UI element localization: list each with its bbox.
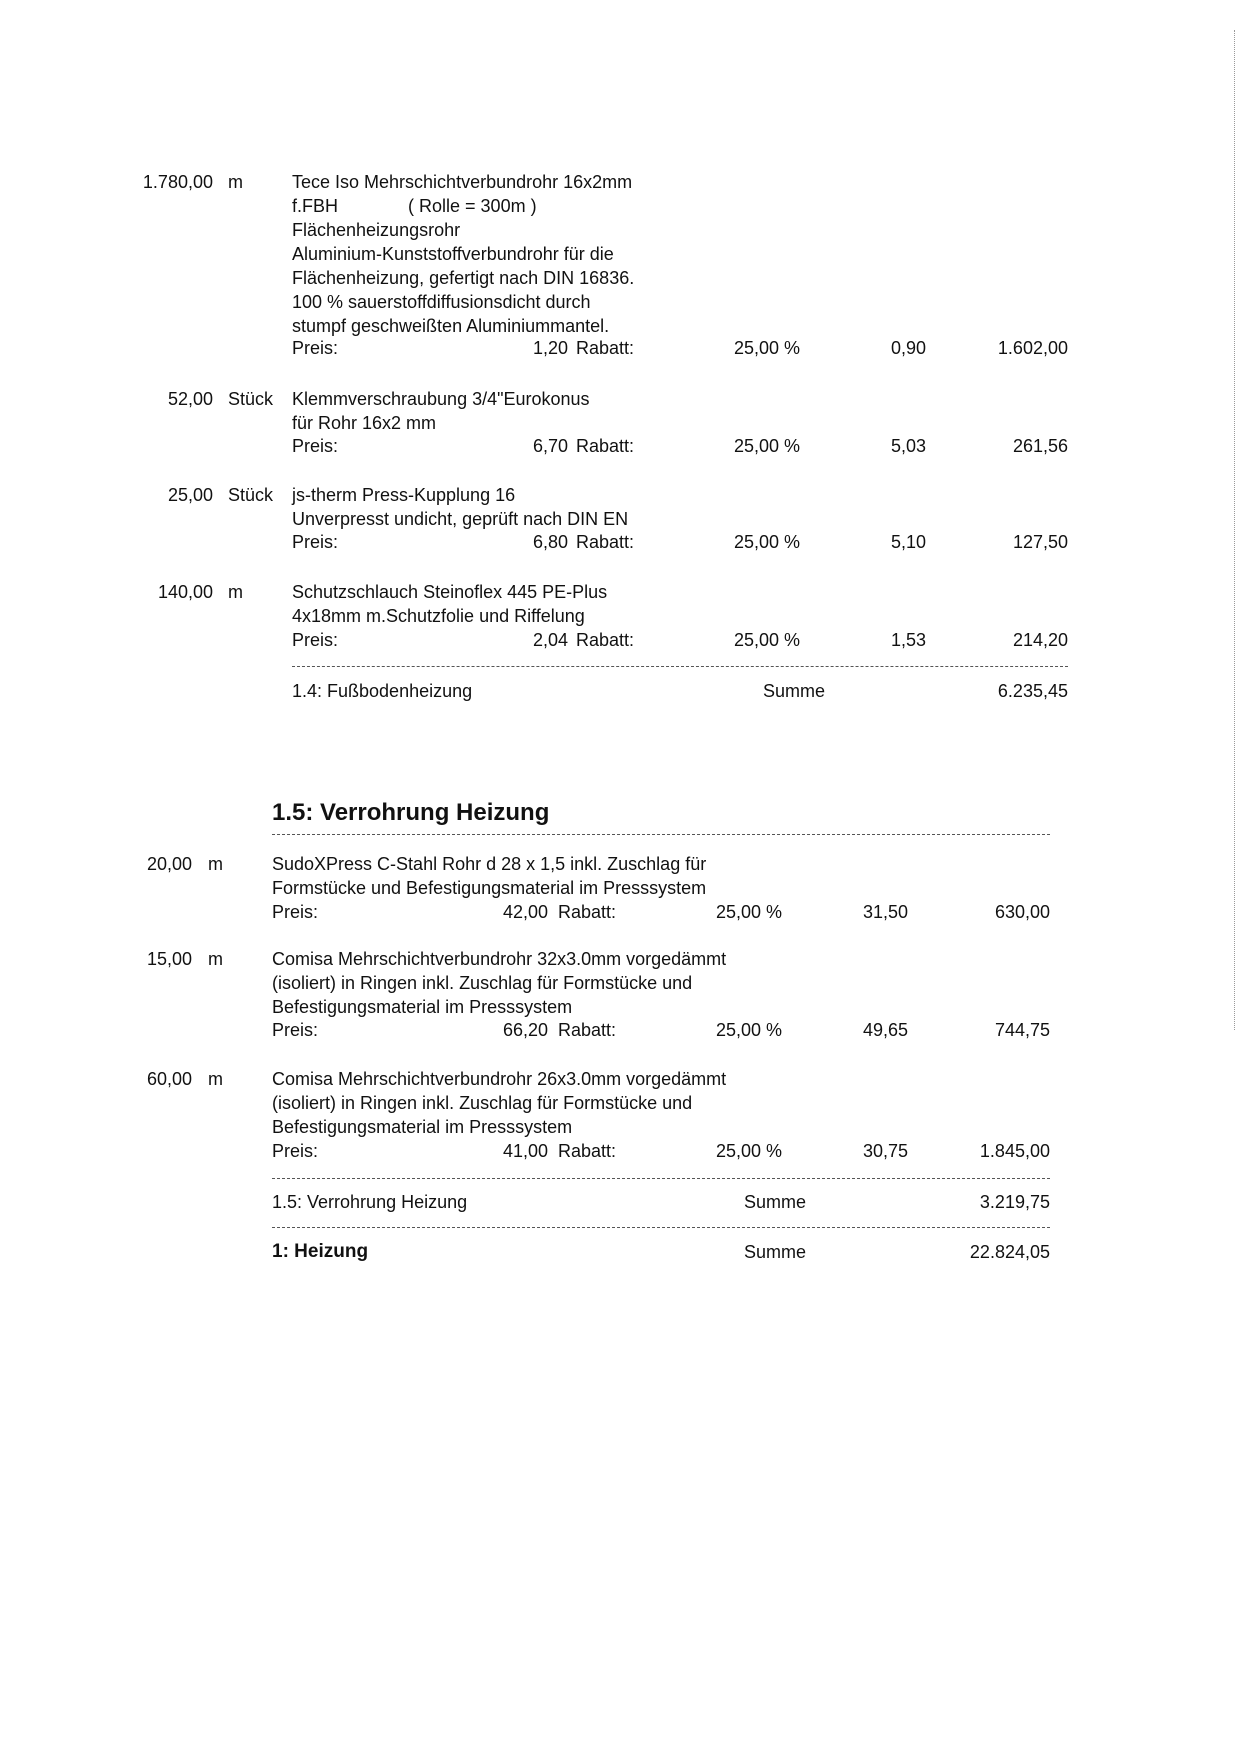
heading-divider <box>272 834 1050 835</box>
item-description-line: stumpf geschweißten Aluminiummantel. <box>292 316 610 336</box>
item-unit: m <box>208 949 223 969</box>
summe-label: Summe <box>744 1242 807 1262</box>
item-unit: Stück <box>228 485 274 505</box>
item-description-line: 4x18mm m.Schutzfolie und Riffelung <box>292 606 585 626</box>
price-label: Preis: <box>292 338 339 358</box>
net-price: 0,90 <box>890 338 926 358</box>
unit-price: 42,00 <box>502 902 548 922</box>
price-label: Preis: <box>272 902 319 922</box>
item-description-line: Comisa Mehrschichtverbundrohr 32x3.0mm vorgedämmt <box>272 949 727 969</box>
rabatt-percent: 25,00 % <box>733 436 800 456</box>
net-price: 49,65 <box>862 1020 908 1040</box>
net-price: 5,03 <box>890 436 926 456</box>
unit-price: 66,20 <box>502 1020 548 1040</box>
rabatt-label: Rabatt: <box>576 532 635 552</box>
item-description-line: Flächenheizungsrohr <box>292 220 461 240</box>
subtotal-value: 3.219,75 <box>979 1192 1050 1212</box>
item-description-line: Befestigungsmaterial im Presssystem <box>272 1117 573 1137</box>
item-description-line: js-therm Press-Kupplung 16 <box>292 485 516 505</box>
unit-price: 2,04 <box>532 630 568 650</box>
rabatt-percent: 25,00 % <box>715 1020 782 1040</box>
price-label: Preis: <box>292 436 339 456</box>
unit-price: 1,20 <box>532 338 568 358</box>
item-description-line: Formstücke und Befestigungsmaterial im Presssystem <box>272 878 707 898</box>
rabatt-label: Rabatt: <box>576 338 635 358</box>
rabatt-percent: 25,00 % <box>715 1141 782 1161</box>
item-description-line: Tece Iso Mehrschichtverbundrohr 16x2mm <box>292 172 633 192</box>
item-quantity: 60,00 <box>146 1069 192 1089</box>
rabatt-label: Rabatt: <box>558 902 617 922</box>
net-price: 5,10 <box>890 532 926 552</box>
line-total: 744,75 <box>994 1020 1050 1040</box>
rabatt-label: Rabatt: <box>576 436 635 456</box>
price-label: Preis: <box>272 1141 319 1161</box>
item-description-line: f.FBH ( Rolle = 300m ) <box>292 196 537 216</box>
net-price: 31,50 <box>862 902 908 922</box>
item-unit: m <box>228 172 243 192</box>
item-quantity: 140,00 <box>157 582 213 602</box>
item-quantity: 52,00 <box>167 389 213 409</box>
summe-label: Summe <box>744 1192 807 1212</box>
item-unit: Stück <box>228 389 274 409</box>
item-quantity: 1.780,00 <box>142 172 213 192</box>
item-description-line: Befestigungsmaterial im Presssystem <box>272 997 573 1017</box>
rabatt-percent: 25,00 % <box>733 630 800 650</box>
item-description-line: (isoliert) in Ringen inkl. Zuschlag für Formstücke und <box>272 1093 693 1113</box>
grand-total-label: 1: Heizung <box>272 1241 369 1262</box>
subtotal-divider <box>292 666 1068 667</box>
rabatt-percent: 25,00 % <box>715 902 782 922</box>
grand-total-value: 22.824,05 <box>969 1242 1050 1262</box>
rabatt-label: Rabatt: <box>558 1020 617 1040</box>
price-label: Preis: <box>292 532 339 552</box>
item-unit: m <box>228 582 243 602</box>
item-quantity: 15,00 <box>146 949 192 969</box>
item-description-line: (isoliert) in Ringen inkl. Zuschlag für Formstücke und <box>272 973 693 993</box>
net-price: 30,75 <box>862 1141 908 1161</box>
grand-total-divider <box>272 1227 1050 1228</box>
subtotal-divider <box>272 1178 1050 1179</box>
item-quantity: 20,00 <box>146 854 192 874</box>
line-total: 261,56 <box>1012 436 1068 456</box>
rabatt-percent: 25,00 % <box>733 532 800 552</box>
rabatt-label: Rabatt: <box>576 630 635 650</box>
item-description-line: SudoXPress C-Stahl Rohr d 28 x 1,5 inkl. Zuschlag für <box>272 854 707 874</box>
subtotal-label: 1.4: Fußbodenheizung <box>292 681 473 701</box>
scan-edge <box>1234 30 1235 1030</box>
unit-price: 6,80 <box>532 532 568 552</box>
item-description-line: Unverpresst undicht, geprüft nach DIN EN <box>292 509 629 529</box>
net-price: 1,53 <box>890 630 926 650</box>
line-total: 214,20 <box>1012 630 1068 650</box>
summe-label: Summe <box>763 681 826 701</box>
item-unit: m <box>208 854 223 874</box>
rabatt-percent: 25,00 % <box>733 338 800 358</box>
line-total: 127,50 <box>1012 532 1068 552</box>
price-label: Preis: <box>272 1020 319 1040</box>
line-total: 1.602,00 <box>997 338 1068 358</box>
item-description-line: Klemmverschraubung 3/4"Eurokonus <box>292 389 590 409</box>
price-label: Preis: <box>292 630 339 650</box>
line-total: 1.845,00 <box>979 1141 1050 1161</box>
item-description-line: Flächenheizung, gefertigt nach DIN 16836. <box>292 268 635 288</box>
item-description-line: 100 % sauerstoffdiffusionsdicht durch <box>292 292 591 312</box>
subtotal-label: 1.5: Verrohrung Heizung <box>272 1192 468 1212</box>
item-description-line: für Rohr 16x2 mm <box>292 413 437 433</box>
item-description-line: Schutzschlauch Steinoflex 445 PE-Plus <box>292 582 608 602</box>
item-unit: m <box>208 1069 223 1089</box>
subtotal-value: 6.235,45 <box>997 681 1068 701</box>
item-description-line: Aluminium-Kunststoffverbundrohr für die <box>292 244 614 264</box>
unit-price: 6,70 <box>532 436 568 456</box>
item-description-line: Comisa Mehrschichtverbundrohr 26x3.0mm vorgedämmt <box>272 1069 727 1089</box>
unit-price: 41,00 <box>502 1141 548 1161</box>
rabatt-label: Rabatt: <box>558 1141 617 1161</box>
section-heading: 1.5: Verrohrung Heizung <box>272 799 550 826</box>
line-total: 630,00 <box>994 902 1050 922</box>
item-quantity: 25,00 <box>167 485 213 505</box>
